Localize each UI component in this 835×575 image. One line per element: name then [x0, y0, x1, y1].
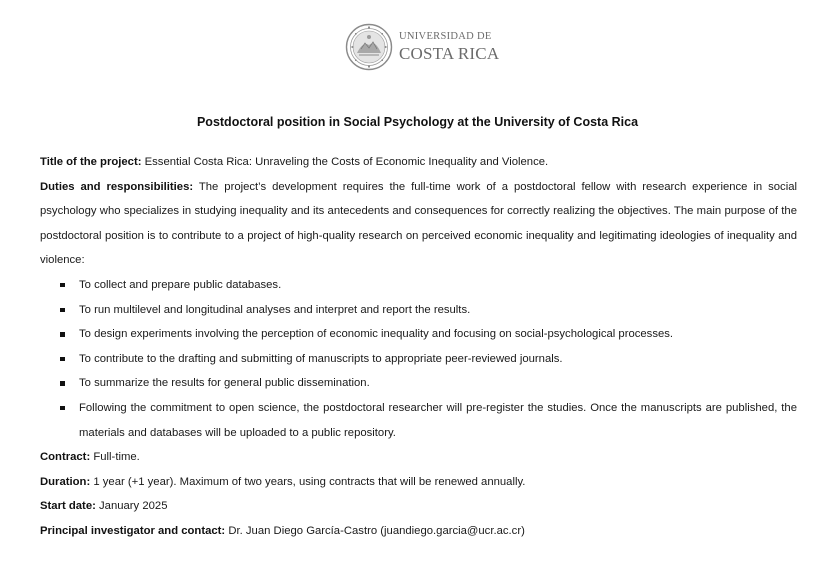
list-item: To collect and prepare public databases. — [40, 273, 797, 298]
duration-paragraph — [40, 470, 797, 495]
duration-label: Duration: — [40, 475, 91, 488]
contact-value[interactable]: Dr. Juan Diego García-Castro (juandiego.garcia@ucr.ac.cr) — [228, 524, 525, 537]
university-seal-icon — [345, 23, 393, 71]
contract-paragraph — [40, 445, 797, 470]
duration-value: 1 year (+1 year). Maximum of two years, using contracts that will be renewed annually. — [93, 475, 526, 488]
contract-label: Contract: — [40, 451, 91, 464]
project-label: Title of the project: — [40, 156, 142, 168]
contact-paragraph — [40, 519, 797, 544]
duties-label: Duties and responsibilities: — [40, 180, 194, 193]
duties-paragraph — [40, 175, 797, 273]
project-value: Essential Costa Rica: Unraveling the Costs of Economic Inequality and Violence. — [144, 156, 549, 168]
contract-value: Full-time. — [93, 451, 140, 464]
list-item: Following the commitment to open science, the postdoctoral researcher will pre-register the studies. Once the manuscripts are published, the materials and databases will be uploaded to a public repository. — [40, 396, 797, 445]
list-item: To run multilevel and longitudinal analyses and interpret and report the results. — [40, 298, 797, 323]
start-date-paragraph — [40, 494, 797, 519]
duties-list — [40, 273, 797, 445]
university-logo — [345, 23, 499, 71]
list-item: To summarize the results for general public dissemination. — [40, 371, 797, 396]
duties-text: The project’s development requires the full-time work of a postdoctoral fellow with research experience in social psychology who specializes in studying inequality and its antecedents and consequences for correctly realizing the objectives. The main purpose of the postdoctoral position is to contribute to a project of high-quality research on perceived economic inequality and legitimating ideologies of inequality and violence: — [40, 180, 797, 267]
document-title: Postdoctoral position in Social Psychology at the University of Costa Rica — [196, 115, 639, 129]
project-paragraph — [40, 150, 797, 175]
logo-text-line1: UNIVERSIDAD DE — [399, 31, 492, 43]
contact-label: Principal investigator and contact: — [40, 524, 226, 537]
logo-text-line2: COSTA RICA — [399, 43, 500, 63]
start-date-value: January 2025 — [99, 500, 168, 513]
list-item: To design experiments involving the perception of economic inequality and focusing on social-psychological processes. — [40, 322, 797, 347]
start-date-label: Start date: — [40, 500, 96, 513]
list-item: To contribute to the drafting and submitting of manuscripts to appropriate peer-reviewed journals. — [40, 347, 797, 372]
document-body — [40, 150, 797, 544]
